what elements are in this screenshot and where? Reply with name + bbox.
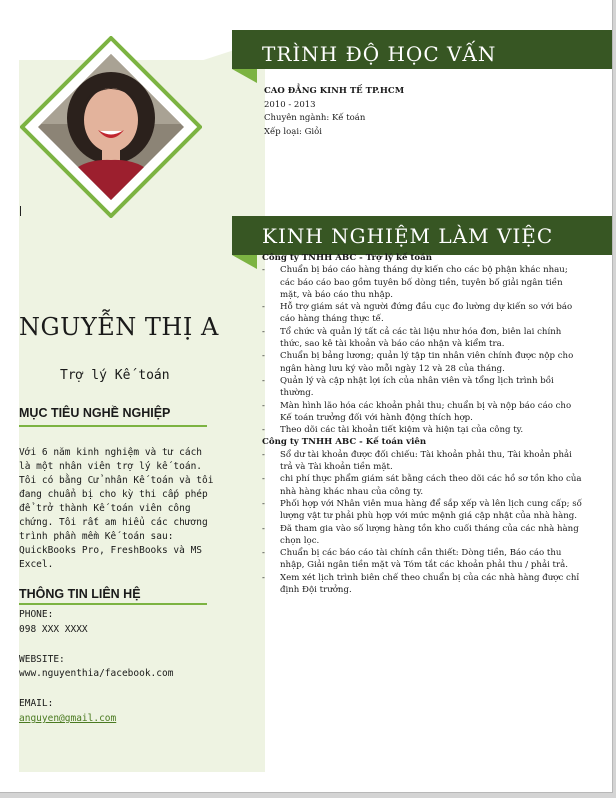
job-company: Công ty TNHH ABC - Trợ lý kế toán — [262, 253, 432, 263]
email-label: EMAIL: — [19, 698, 54, 709]
education-details — [264, 85, 404, 139]
job-duties-list — [262, 449, 582, 597]
objective-divider — [19, 425, 207, 427]
website-label: WEBSITE: — [19, 654, 65, 665]
education-years: 2010 - 2013 — [264, 99, 316, 110]
job-duty: - Chuẩn bị các báo cáo tài chính cần thiết: Dòng tiền, Báo cáo thu nhập, Giải ngân tiền mặt và Tóm tắt các khoản phải thu / phải trả. — [262, 547, 582, 572]
education-grade: Xếp loại: Giỏi — [264, 126, 322, 137]
job-duty: - Xem xét lịch trình biên chế theo chuẩn bị của các nhà hàng được chỉ định Đội trưởng. — [262, 572, 582, 597]
contact-divider — [19, 603, 207, 605]
candidate-job-title: Trợ lý Kế toán — [60, 368, 170, 383]
job-duty: - Màn hình lão hóa các khoản phải thu; chuẩn bị và nộp báo cáo cho Kế toán trưởng đối với hành động thích hợp. — [262, 400, 582, 425]
job-duty: - Sổ dư tài khoản được đối chiếu: Tài khoản phải thu, Tài khoản phải trả và Tài khoản tiền mặt. — [262, 449, 582, 474]
job-duty: - Quản lý và cập nhật lợi ích của nhân viên và tổng lịch trình bồi thường. — [262, 375, 582, 400]
education-major: Chuyên ngành: Kế toán — [264, 113, 366, 123]
phone-value: 098 XXX XXXX — [19, 624, 88, 635]
job-company: Công ty TNHH ABC - Kế toán viên — [262, 437, 427, 448]
experience-details — [262, 252, 582, 596]
job-duties-list — [262, 264, 582, 436]
job-duty: - chi phí thực phẩm giám sát bằng cách theo dõi các hồ sơ tồn kho của nhà hàng khác nhau của công ty. — [262, 473, 582, 498]
contact-heading: THÔNG TIN LIÊN HỆ — [19, 587, 141, 601]
job-duty: - Theo dõi các tài khoản tiết kiệm và hiện tại của công ty. — [262, 424, 582, 436]
candidate-name: NGUYỄN THỊ A — [19, 313, 219, 341]
job-duty: - Phối hợp với Nhân viên mua hàng để sắp xếp và lên lịch cung cấp; số lượng vật tư phải phù hợp với mức mệnh giá cập nhật của nhà hàng. — [262, 498, 582, 523]
job-duty: - Chuẩn bị bảng lương; quản lý tập tin nhân viên chính được nộp cho ngân hàng lưu ký vào mỗi ngày 12 và 28 của tháng. — [262, 350, 582, 375]
job-duty: - Chuẩn bị báo cáo hàng tháng dự kiến cho các bộ phận khác nhau; các báo cáo bao gồm tuyên bố dòng tiền, tuyên bố giải ngân tiền mặt, và báo cáo thu nhập. — [262, 264, 582, 301]
job-duty: - Hỗ trợ giám sát và người đứng đầu cục đo lường dự kiến so với báo cáo hàng tháng thực tế. — [262, 301, 582, 326]
objective-text: Với 6 năm kinh nghiệm và tư cách là một nhân viên trợ lý kế toán. Tôi có bằng Cử nhân Kế toán và tôi đang chuẩn bị cho kỳ thi cấp phép để trở thành Kế toán viên công chứng. Tôi rất am hiểu các chương trình phần mềm Kế toán sau: QuickBooks Pro, FreshBooks và MS Excel. — [19, 447, 214, 570]
education-heading: TRÌNH ĐỘ HỌC VẤN — [262, 42, 497, 66]
text-cursor — [20, 206, 21, 216]
job-duty: - Đã tham gia vào số lượng hàng tồn kho cuối tháng của các nhà hàng chọn lọc. — [262, 523, 582, 548]
phone-label: PHONE: — [19, 609, 54, 620]
job-duty: - Tổ chức và quản lý tất cả các tài liệu như hóa đơn, biên lai chính thức, sao kê tài khoản và báo cáo nhận và kiểm tra. — [262, 326, 582, 351]
experience-heading: KINH NGHIỆM LÀM VIỆC — [262, 224, 554, 248]
email-link[interactable]: anguyen@gmail.com — [19, 713, 117, 724]
school-name: CAO ĐẲNG KINH TẾ TP.HCM — [264, 86, 405, 96]
website-link[interactable]: www.nguyenthia/facebook.com — [19, 668, 174, 679]
objective-heading: MỤC TIÊU NGHỀ NGHIỆP — [19, 406, 171, 420]
